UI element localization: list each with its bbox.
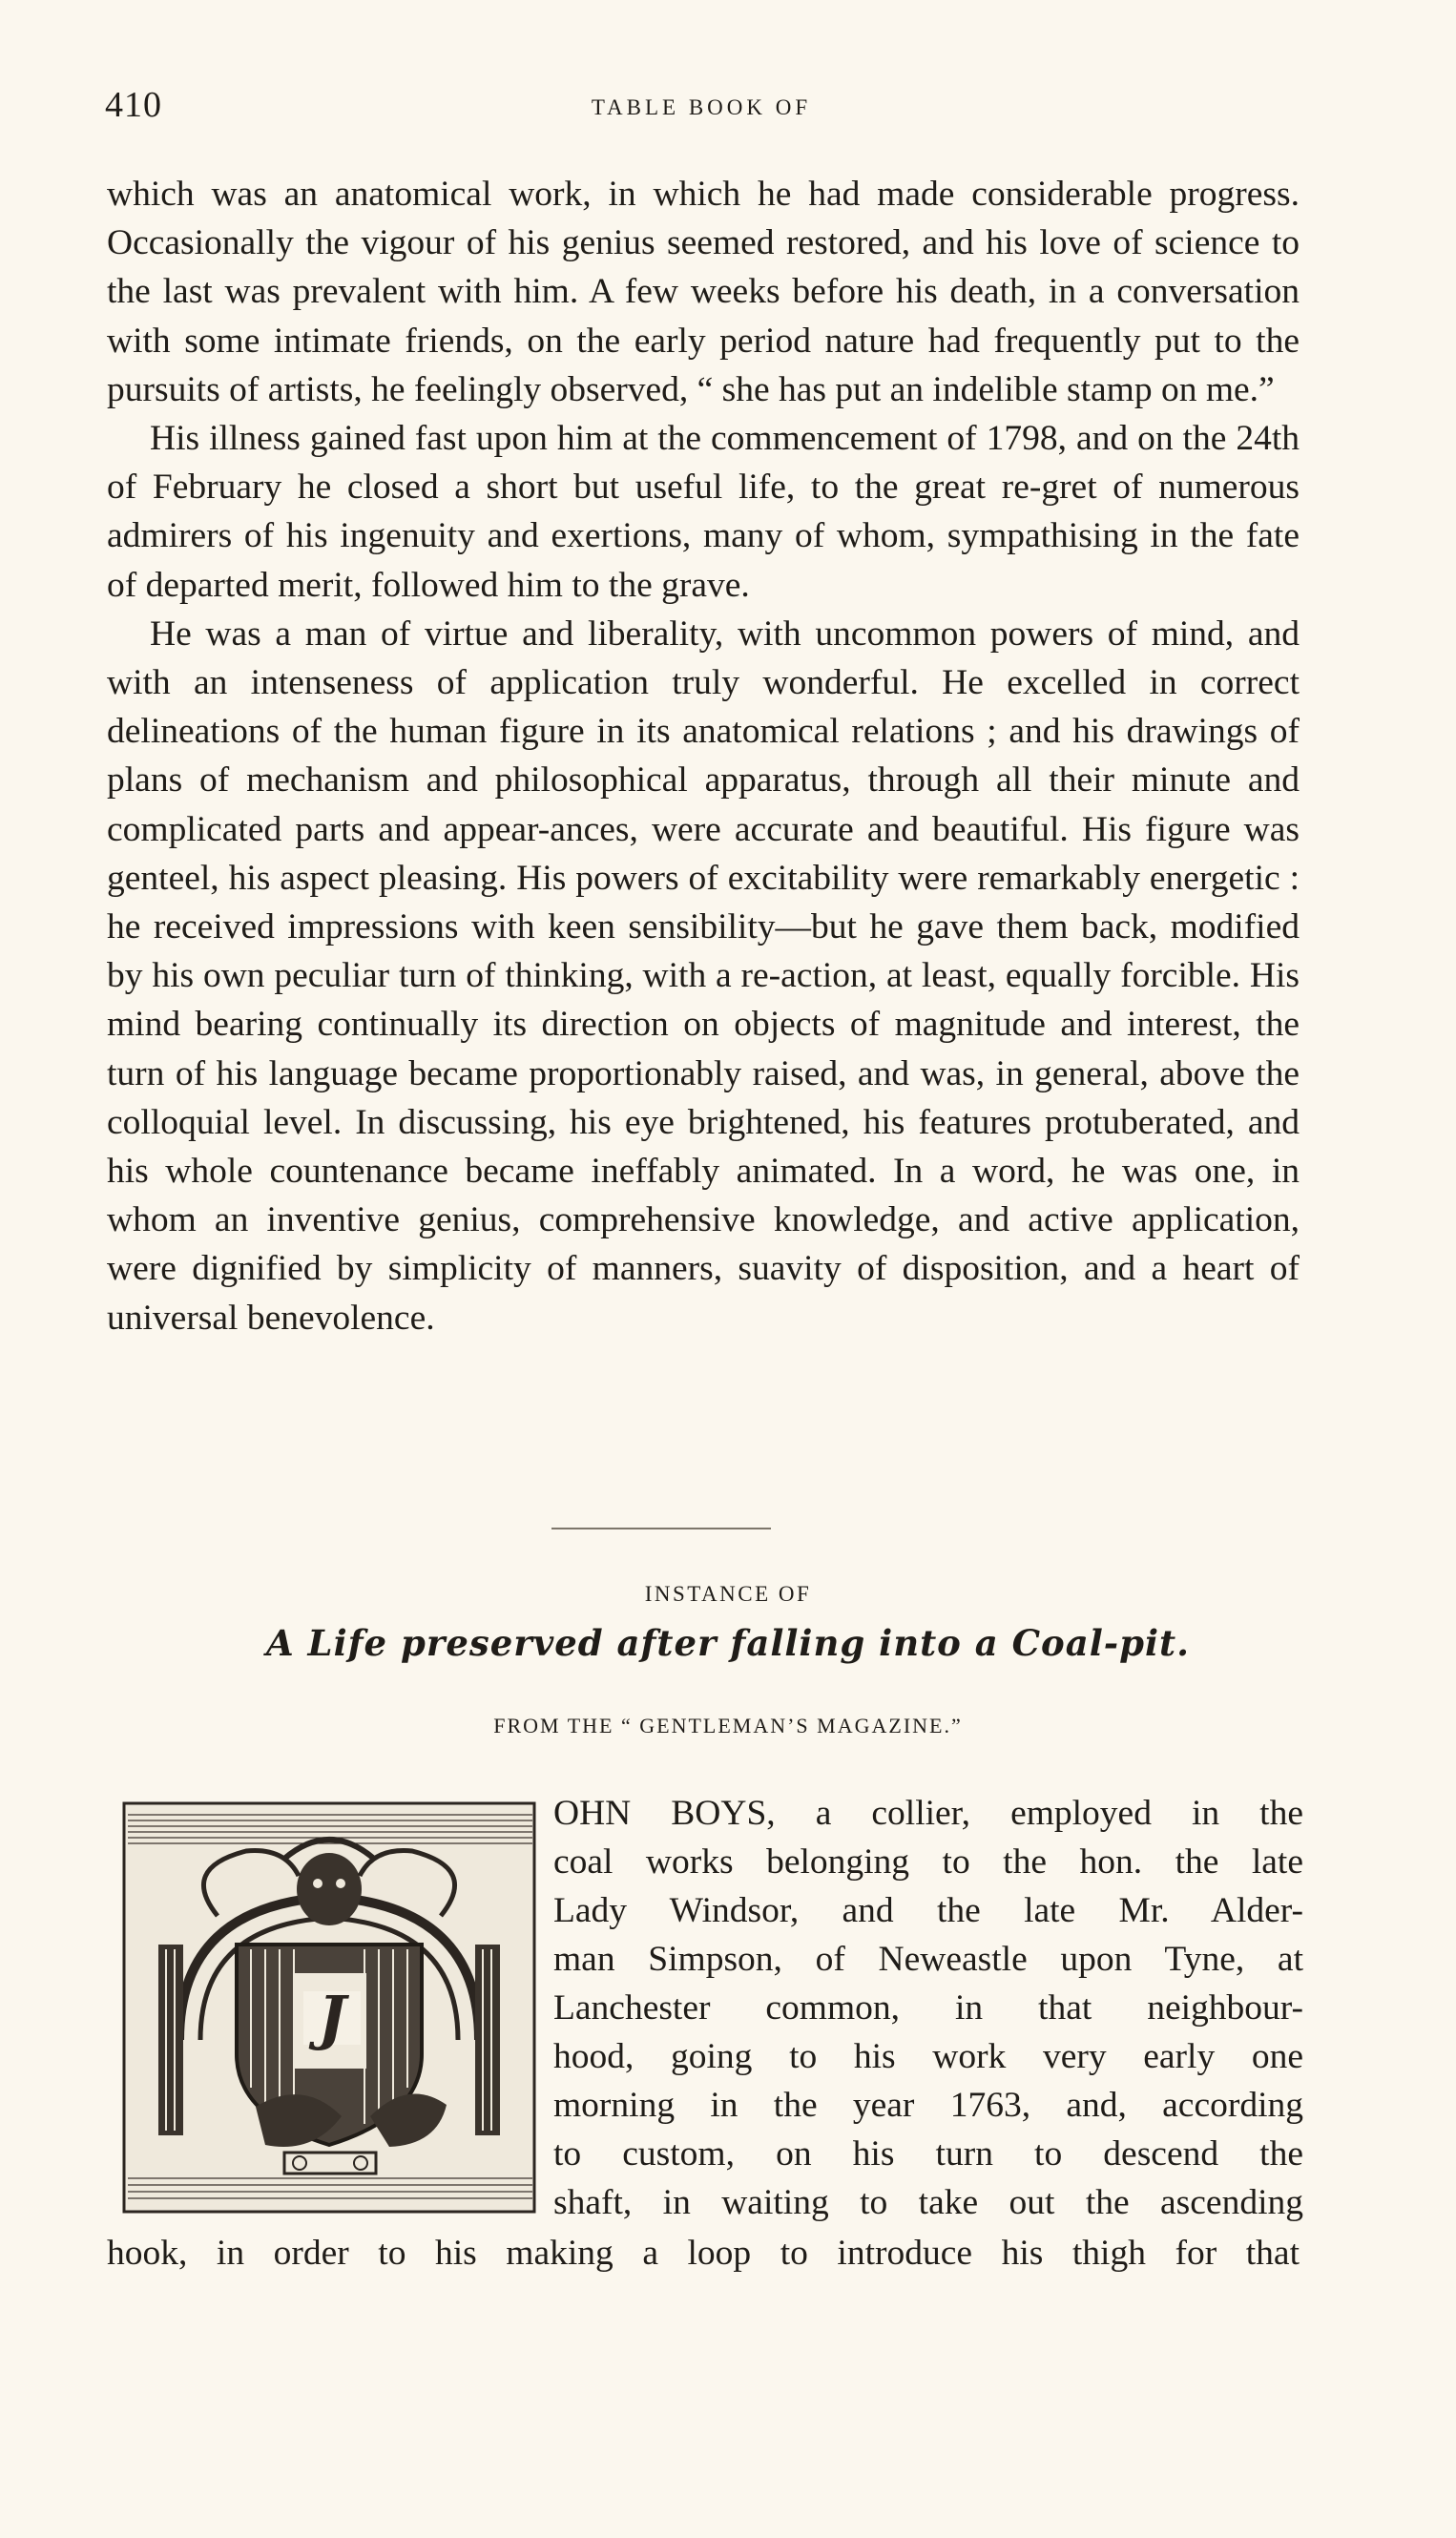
page-number: 410 xyxy=(105,85,162,125)
story-wrapped-text xyxy=(553,1789,1303,2227)
section-title: A Life preserved after falling into a Coal-pit. xyxy=(265,1622,1191,1664)
story-line: Lanchester common, in that neighbour- xyxy=(553,1988,1303,2028)
story-full-line: hook, in order to his making a loop to introduce his thigh for that xyxy=(107,2234,1300,2273)
drop-cap-initial: J xyxy=(303,1991,361,2045)
running-head xyxy=(105,84,1298,132)
story-line: hood, going to his work very early one xyxy=(553,2037,1303,2076)
section-kicker: INSTANCE OF xyxy=(644,1582,812,1606)
story-line: morning in the year 1763, and, according xyxy=(553,2086,1303,2125)
paragraph-continuation: which was an anatomical work, in which he had made considerable progress. Occasionally the vigour of his genius seemed restored, and his love of science to the last was prevalent with him. A few weeks before his death, in a conversation with some intimate friends, on the early period nature had frequently put to the pursuits of artists, he feelingly observed, “ she has put an indelible stamp on me.” xyxy=(107,175,1300,409)
story-line: Lady Windsor, and the late Mr. Alder- xyxy=(553,1891,1303,1930)
section-source: FROM THE “ GENTLEMAN’S MAGAZINE.” xyxy=(493,1714,963,1737)
section-separator xyxy=(551,1528,771,1529)
paragraph-illness: His illness gained fast upon him at the commencement of 1798, and on the 24th of February he closed a short but useful life, to the great re-gret of numerous admirers of his ingenuity and exertions, many of whom, sympathising in the fate of departed merit, followed him to the grave. xyxy=(107,419,1300,605)
story-line: coal works belonging to the hon. the late xyxy=(553,1842,1303,1882)
running-title: TABLE BOOK OF xyxy=(591,95,812,119)
story-line: man Simpson, of Neweastle upon Tyne, at xyxy=(553,1940,1303,1979)
paragraph-character: He was a man of virtue and liberality, with uncommon powers of mind, and with an intenseness of application truly wonderful. He excelled in correct delineations of the human figure in its anatomical relations ; and his drawings of plans of mechanism and philosophical apparatus, through all their minute and complicated parts and appear-ances, were accurate and beautiful. His figure was genteel, his aspect pleasing. His powers of excitability were remarkably energetic : he received impressions with keen sensibility—but he gave them back, modified by his own peculiar turn of thinking, with a re-action, at least, equally forcible. His mind bearing continually its direction on objects of magnitude and interest, the turn of his language became proportionably raised, and was, in general, above the colloquial level. In discussing, his eye brightened, his features protuberated, and his whole countenance became ineffably animated. In a word, he was one, in whom an inventive genius, comprehensive knowledge, and active application, were dignified by simplicity of manners, suavity of disposition, and a heart of universal benevolence. xyxy=(107,614,1300,1338)
story-line: shaft, in waiting to take out the ascending xyxy=(553,2183,1303,2222)
story-line: OHN BOYS, a collier, employed in the xyxy=(553,1794,1303,1833)
story-line: to custom, on his turn to descend the xyxy=(553,2134,1303,2174)
body-text xyxy=(107,170,1300,1342)
